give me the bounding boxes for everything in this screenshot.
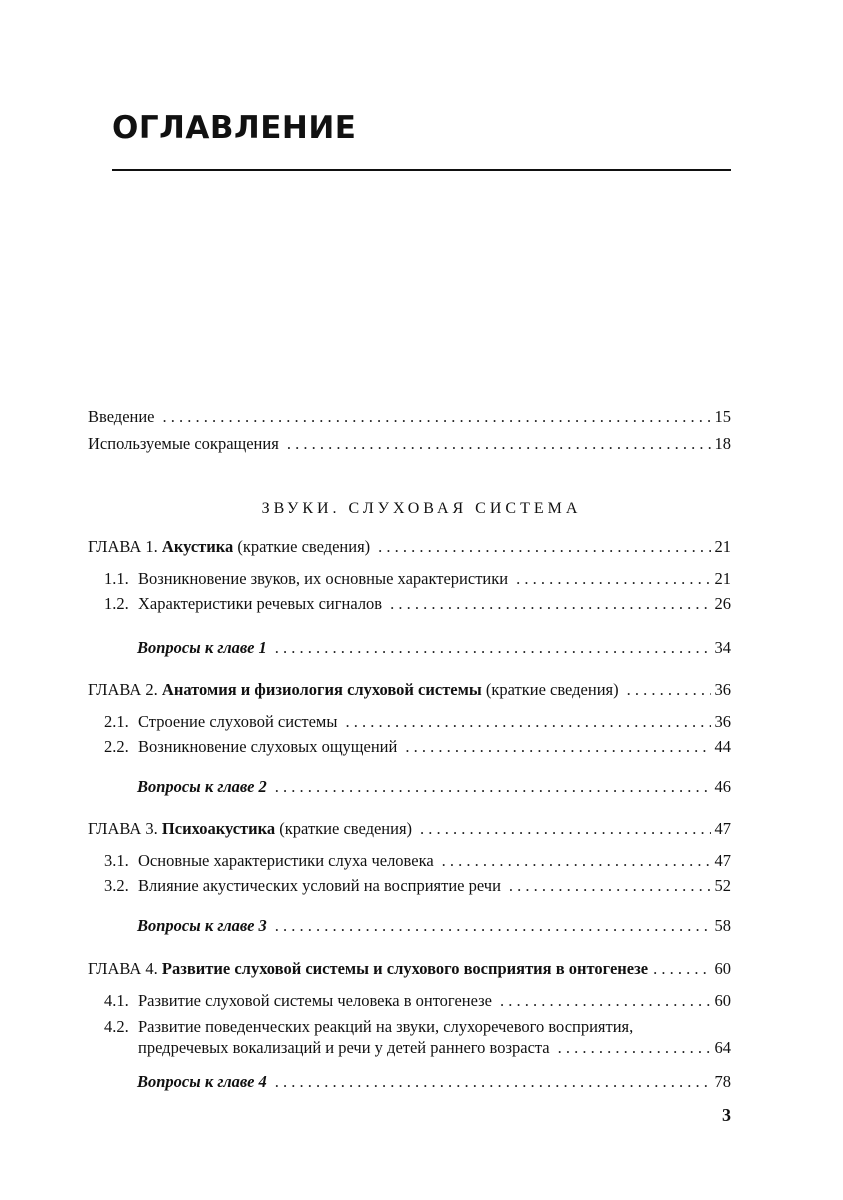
toc-section-2-2[interactable]: [104, 735, 731, 759]
chapter-title: Развитие слуховой системы и слухового восприятия в онтогенезе: [161, 959, 649, 978]
dot-leader: [516, 567, 710, 591]
section-number: 3.1.: [104, 851, 129, 870]
toc-page-number: 64: [714, 1038, 731, 1057]
chapter-prefix: ГЛАВА 2.: [88, 680, 158, 699]
toc-page-number: 78: [714, 1072, 731, 1091]
chapter-prefix: ГЛАВА 1.: [88, 537, 158, 556]
toc-page-number: 47: [714, 851, 731, 870]
toc-chapter-heading: [88, 535, 370, 559]
toc-page-number: 36: [714, 712, 731, 731]
chapter-prefix: ГЛАВА 3.: [88, 819, 158, 838]
toc-questions-3[interactable]: [137, 914, 731, 938]
dot-leader: [627, 678, 711, 702]
dot-leader: [275, 775, 711, 799]
toc-page-number: 34: [714, 638, 731, 657]
toc-page-number: 52: [714, 876, 731, 895]
section-title: Возникновение звуков, их основные характеристики: [138, 569, 509, 588]
toc-chapter-heading: [88, 817, 412, 841]
toc-page-number: 46: [714, 777, 731, 796]
toc-section-3-2[interactable]: [104, 874, 731, 898]
dot-leader: [275, 914, 711, 938]
section-title-line-2: предречевых вокализаций и речи у детей раннего возраста: [138, 1038, 550, 1057]
toc-section-3-1[interactable]: [104, 849, 731, 873]
section-number: 4.2.: [104, 1017, 129, 1036]
section-number: 3.2.: [104, 876, 129, 895]
toc-section-1-1[interactable]: [104, 567, 731, 591]
toc-entry-introduction[interactable]: [88, 405, 731, 429]
page-number: 3: [722, 1105, 731, 1125]
toc-questions-2[interactable]: [137, 775, 731, 799]
toc-chapter-2[interactable]: [88, 678, 731, 702]
toc-questions-4[interactable]: [137, 1070, 731, 1094]
toc-section-1-2[interactable]: [104, 592, 731, 616]
questions-title: Вопросы к главе 4: [137, 1072, 267, 1091]
dot-leader: [500, 989, 710, 1013]
toc-entry-abbreviations[interactable]: [88, 432, 731, 456]
section-title: Возникновение слуховых ощущений: [138, 737, 398, 756]
chapter-title: Акустика: [161, 537, 234, 556]
toc-page-number: 18: [714, 434, 731, 453]
toc-section-2-1[interactable]: [104, 710, 731, 734]
questions-title: Вопросы к главе 1: [137, 638, 267, 657]
questions-title: Вопросы к главе 2: [137, 777, 267, 796]
section-heading: ЗВУКИ. СЛУХОВАЯ СИСТЕМА: [261, 500, 582, 517]
title-rule: [112, 169, 731, 171]
toc-page-number: 36: [714, 680, 731, 699]
section-number: 2.1.: [104, 712, 129, 731]
toc-chapter-4[interactable]: [88, 957, 731, 981]
section-title: Влияние акустических условий на восприятие речи: [138, 876, 501, 895]
questions-title: Вопросы к главе 3: [137, 916, 267, 935]
dot-leader: [509, 874, 711, 898]
dot-leader: [390, 592, 710, 616]
section-title-line-1: Развитие поведенческих реакций на звуки, слухоречевого восприятия,: [138, 1017, 634, 1036]
chapter-prefix: ГЛАВА 4.: [88, 959, 158, 978]
chapter-note: (краткие сведения): [237, 537, 371, 556]
chapter-note: (краткие сведения): [279, 819, 413, 838]
dot-leader: [405, 735, 710, 759]
toc-questions-1[interactable]: [137, 636, 731, 660]
section-title: Развитие слуховой системы человека в онтогенезе: [138, 991, 493, 1010]
chapter-title: Психоакустика: [161, 819, 276, 838]
toc-page-number: 21: [714, 537, 731, 556]
toc-chapter-1[interactable]: [88, 535, 731, 559]
toc-section-4-2[interactable]: [104, 1016, 731, 1058]
toc-page-number: 47: [714, 819, 731, 838]
toc-page-number: 21: [714, 569, 731, 588]
dot-leader: [275, 1070, 711, 1094]
toc-page-number: 60: [714, 959, 731, 978]
toc-page-number: 15: [714, 407, 731, 426]
section-number: 1.2.: [104, 594, 129, 613]
toc-page-number: 58: [714, 916, 731, 935]
dot-leader: [420, 817, 710, 841]
section-number: 2.2.: [104, 737, 129, 756]
chapter-title: Анатомия и физиология слуховой системы: [161, 680, 482, 699]
section-number: 1.1.: [104, 569, 129, 588]
dot-leader: [163, 405, 711, 429]
dot-leader: [378, 535, 710, 559]
dot-leader: [442, 849, 711, 873]
toc-page-number: 26: [714, 594, 731, 613]
toc-entry-title: Введение: [88, 407, 155, 426]
toc-chapter-heading: [88, 957, 648, 981]
dot-leader: [275, 636, 711, 660]
dot-leader: [558, 1037, 711, 1058]
dot-leader: [287, 432, 711, 456]
section-title: Основные характеристики слуха человека: [138, 851, 434, 870]
section-title: Строение слуховой системы: [138, 712, 338, 731]
chapter-note: (краткие сведения): [485, 680, 619, 699]
dot-leader: [653, 957, 710, 981]
toc-chapter-3[interactable]: [88, 817, 731, 841]
toc-page-number: 44: [714, 737, 731, 756]
toc-chapter-heading: [88, 678, 619, 702]
toc-section-4-1[interactable]: [104, 989, 731, 1013]
section-number: 4.1.: [104, 991, 129, 1010]
section-title: Характеристики речевых сигналов: [138, 594, 383, 613]
toc-entry-title: Используемые сокращения: [88, 434, 279, 453]
toc-page-number: 60: [714, 991, 731, 1010]
dot-leader: [345, 710, 710, 734]
page-title: ОГЛАВЛЕНИЕ: [112, 110, 357, 146]
